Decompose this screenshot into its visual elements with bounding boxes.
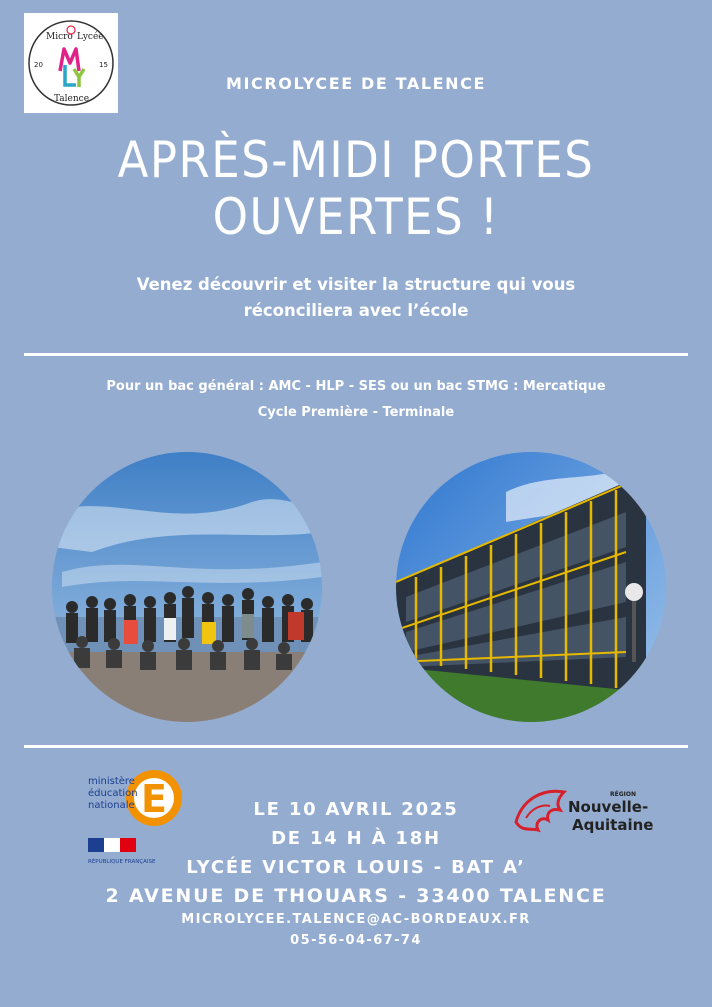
region-line-1: Nouvelle- <box>568 798 649 816</box>
microlycee-logo <box>24 13 118 113</box>
subtitle-line-2: réconciliera avec l’école <box>243 301 469 320</box>
region-small-label: RÉGION <box>610 791 636 798</box>
event-date: LE 10 AVRIL 2025 <box>253 799 459 820</box>
group-photo <box>52 452 322 722</box>
contact-email[interactable]: MICROLYCEE.TALENCE@AC-BORDEAUX.FR <box>181 912 531 927</box>
subtitle <box>0 272 712 324</box>
contact-info <box>0 909 712 951</box>
program-info <box>0 374 712 426</box>
organization-name: MICROLYCEE DE TALENCE <box>225 74 487 93</box>
event-time: DE 14 H À 18H <box>271 828 441 849</box>
event-details <box>0 795 712 911</box>
program-line-1: Pour un bac général : AMC - HLP - SES ou un bac STMG : Mercatique <box>106 379 606 394</box>
ministry-line-2: éducation <box>88 788 138 799</box>
title-line-2: OUVERTES ! <box>212 188 500 246</box>
event-venue: LYCÉE VICTOR LOUIS - BAT A’ <box>186 857 526 878</box>
ministry-letter: E <box>141 777 167 821</box>
ministry-line-3: nationale <box>88 800 135 811</box>
contact-phone[interactable]: 05-56-04-67-74 <box>290 933 422 948</box>
ministry-line-1: ministère <box>88 776 135 787</box>
logo-text-talence: Talence <box>54 94 90 104</box>
event-address: 2 AVENUE DE THOUARS - 33400 TALENCE <box>105 885 607 907</box>
subtitle-line-1: Venez découvrir et visiter la structure qui vous <box>136 275 576 294</box>
logo-text-15: 15 <box>99 61 108 69</box>
building-photo <box>396 452 666 722</box>
logo-text-20: 20 <box>34 61 43 69</box>
logo-text-micro: Micro <box>46 32 73 42</box>
page-title <box>0 132 712 246</box>
program-line-2: Cycle Première - Terminale <box>257 405 455 420</box>
title-line-1: APRÈS-MIDI PORTES <box>117 131 595 189</box>
divider-top <box>24 353 688 356</box>
region-line-2: Aquitaine <box>572 816 654 834</box>
divider-bottom <box>24 745 688 748</box>
logo-text-lycee: Lycée <box>77 32 104 42</box>
ministry-footer: RÉPUBLIQUE FRANÇAISE <box>88 859 156 865</box>
